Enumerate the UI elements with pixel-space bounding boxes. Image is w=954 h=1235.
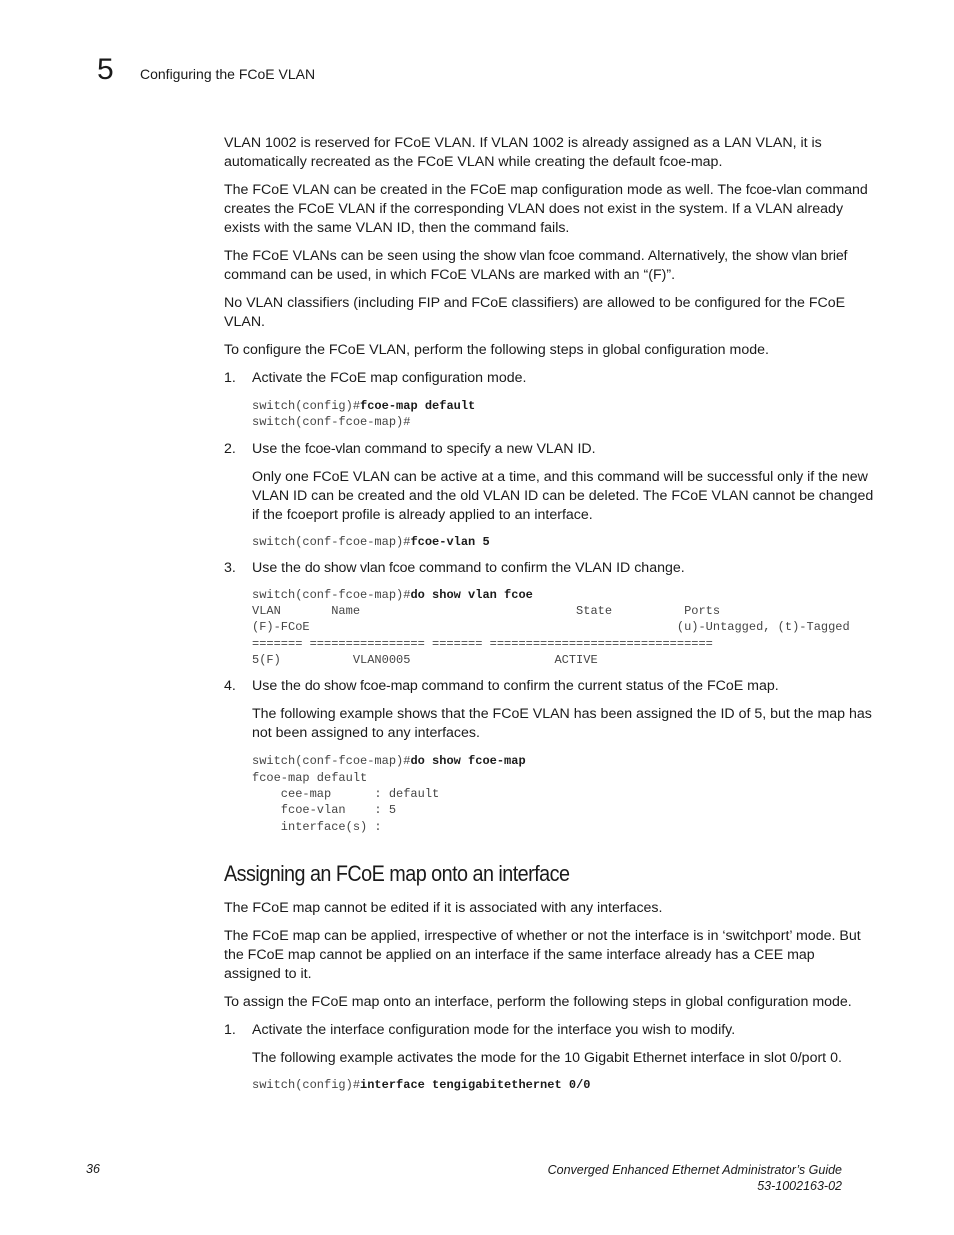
step-4: 4. Use the do show fcoe-map command to confirm the current status of the FCoE map. [224,678,779,695]
command-fcoe-vlan: fcoe-vlan [304,440,361,457]
page-number: 36 [86,1162,100,1176]
section-paragraph-3: To assign the FCoE map onto an interface, perform the following steps in global configuration mode. [224,993,852,1010]
section-step-1-note: The following example activates the mode for the 10 Gigabit Ethernet interface in slot 0/port 0. [252,1049,842,1066]
page-content [224,134,874,1093]
section-paragraph-2: The FCoE map can be applied, irrespective of whether or not the interface is in ‘switchport’ mode. But the FCoE map cannot be applied on an interface if the same interface already has a CEE map assigned to it. [224,927,861,982]
paragraph-vlan-classifiers: No VLAN classifiers (including FIP and FCoE classifiers) are allowed to be configured for the FCoE VLAN. [224,295,846,330]
command-do-show-vlan-fcoe: do show vlan fcoe [304,559,416,576]
chapter-number: 5 [97,53,114,86]
footer-doc-title: Converged Enhanced Ethernet Administrator’s Guide [547,1163,842,1177]
command-show-vlan-brief: show vlan brief [755,248,848,264]
command-do-show-fcoe-map: do show fcoe-map [304,678,418,695]
paragraph-vlan-1002: VLAN 1002 is reserved for FCoE VLAN. If VLAN 1002 is already assigned as a LAN VLAN, it is automatically recreated as the FCoE VLAN while creating the default fcoe-map. [224,135,822,170]
step-1: 1. Activate the FCoE map configuration mode. [224,370,527,386]
paragraph-fcoe-vlan-creation: The FCoE VLAN can be created in the FCoE map configuration mode as well. The fcoe-vlan command creates the FCoE VLAN if the corresponding VLAN does not exist in the system. If a VLAN already exists with the same VLAN ID, then the command fails. [224,182,868,236]
footer-doc-info [548,1162,842,1194]
section-paragraph-1: The FCoE map cannot be edited if it is associated with any interfaces. [224,899,663,916]
code-block-interface: switch(config)#interface tengigabitethernet 0/0 [252,1077,591,1092]
step-2: 2. Use the fcoe-vlan command to specify a new VLAN ID. [224,440,596,457]
section-heading: Assigning an FCoE map onto an interface [224,860,570,886]
chapter-title: Configuring the FCoE VLAN [140,66,316,82]
code-block-show-vlan: switch(conf-fcoe-map)#do show vlan fcoe VLAN Name State Ports (F)-FCoE (u)-Untagged, (t)-Tagged ======= ================ ======= =============================== 5(F) VLAN0005 ACTIVE [252,587,850,668]
footer-doc-number: 53-1002163-02 [757,1179,842,1193]
step-3: 3. Use the do show vlan fcoe command to confirm the VLAN ID change. [224,559,685,576]
paragraph-configure-intro: To configure the FCoE VLAN, perform the following steps in global configuration mode. [224,342,769,358]
section-step-1: 1. Activate the interface configuration mode for the interface you wish to modify. [224,1021,736,1038]
step-4-note: The following example shows that the FCoE VLAN has been assigned the ID of 5, but the map has not been assigned to any interfaces. [252,706,872,742]
step-2-note: Only one FCoE VLAN can be active at a time, and this command will be successful only if the new VLAN ID can be created and the old VLAN ID can be deleted. The FCoE VLAN cannot be changed if the fcoeport profile is already applied to an interface. [252,468,874,523]
command-show-vlan-fcoe: show vlan fcoe [483,248,575,264]
code-block-show-fcoe-map: switch(conf-fcoe-map)#do show fcoe-map fcoe-map default cee-map : default fcoe-vlan : 5 interface(s) : [252,754,526,834]
paragraph-show-vlan: The FCoE VLANs can be seen using the show vlan fcoe command. Alternatively, the show vlan brief command can be used, in which FCoE VLANs are marked with an “(F)”. [224,248,848,283]
command-fcoe-vlan: fcoe-vlan [745,182,802,198]
code-block-fcoe-map: switch(config)#fcoe-map default switch(conf-fcoe-map)# [252,399,476,430]
code-block-fcoe-vlan: switch(conf-fcoe-map)#fcoe-vlan 5 [252,534,490,549]
